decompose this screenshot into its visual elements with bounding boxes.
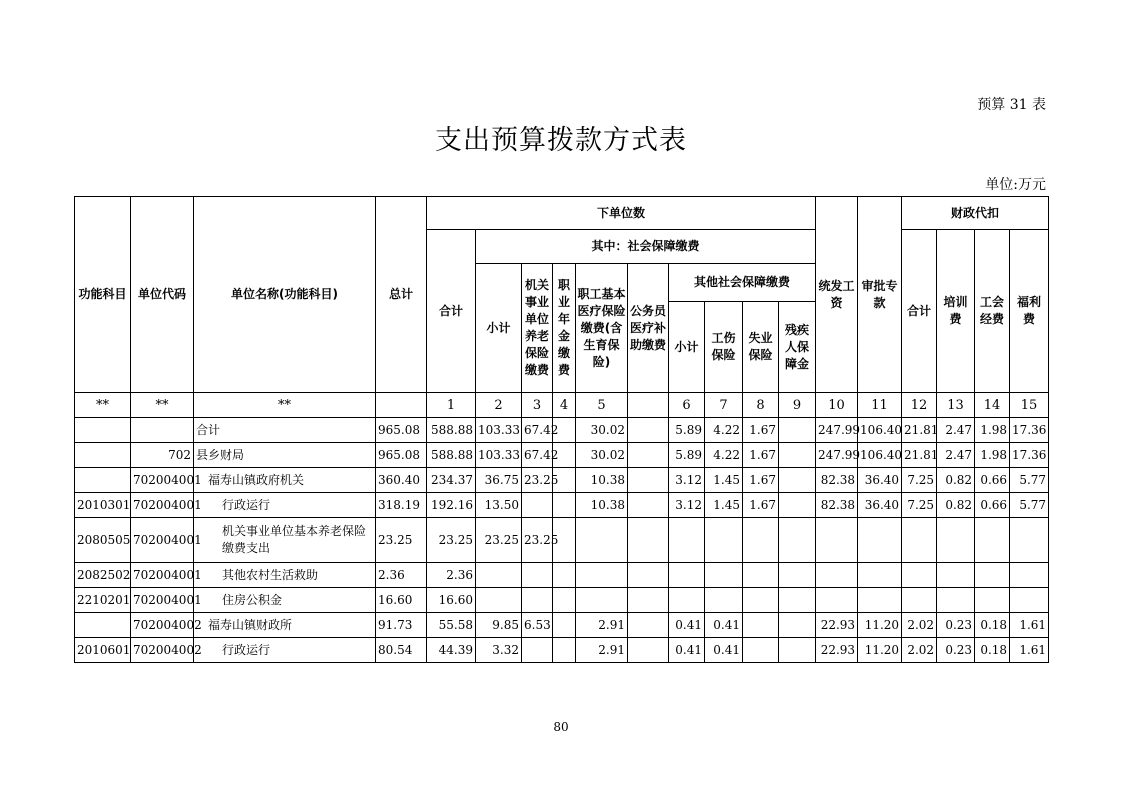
value-cell [779,443,816,468]
value-cell: 318.19 [376,493,427,518]
value-cell [576,563,628,588]
header-fiscal: 财政代扣 [902,197,1049,230]
func-code-cell: 2210201 [75,588,131,613]
value-cell: 36.40 [858,468,902,493]
value-cell [743,518,779,563]
value-cell [628,468,669,493]
value-cell: 0.18 [975,613,1010,638]
value-cell: 36.40 [858,493,902,518]
value-cell: 0.66 [975,493,1010,518]
value-cell: 13.50 [476,493,522,518]
index-cell [628,393,669,418]
value-cell: 2.47 [937,418,975,443]
unit-code-cell: 702004002 [131,613,194,638]
value-cell: 2.36 [376,563,427,588]
value-cell [858,588,902,613]
value-cell: 106.40 [858,443,902,468]
value-cell: 17.36 [1010,443,1049,468]
value-cell [553,613,576,638]
index-cell: 14 [975,393,1010,418]
value-cell: 2.91 [576,638,628,663]
value-cell [1010,588,1049,613]
unit-name-cell: 行政运行 [194,493,376,518]
table-row [75,588,1049,613]
value-cell: 11.20 [858,613,902,638]
value-cell [705,588,743,613]
value-cell: 965.08 [376,443,427,468]
index-cell: 1 [427,393,476,418]
value-cell: 17.36 [1010,418,1049,443]
header-func: 功能科目 [75,197,131,393]
value-cell: 1.61 [1010,613,1049,638]
value-cell [937,518,975,563]
unit-name-cell: 福寿山镇财政所 [194,613,376,638]
index-cell: 6 [669,393,705,418]
value-cell [743,563,779,588]
value-cell: 23.25 [476,518,522,563]
value-cell [743,638,779,663]
value-cell [628,638,669,663]
value-cell: 11.20 [858,638,902,663]
value-cell: 0.82 [937,493,975,518]
func-code-cell: 2082502 [75,563,131,588]
value-cell: 9.85 [476,613,522,638]
header-salary: 统发工资 [816,197,858,393]
value-cell [779,518,816,563]
value-cell: 5.77 [1010,493,1049,518]
value-cell [779,613,816,638]
func-code-cell [75,443,131,468]
unit-name-cell: 其他农村生活救助 [194,563,376,588]
form-number: 预算 31 表 [977,97,1046,113]
value-cell [975,518,1010,563]
value-cell [937,588,975,613]
index-cell: 2 [476,393,522,418]
value-cell [669,563,705,588]
unit-code-cell: 702004001 [131,468,194,493]
value-cell: 23.25 [427,518,476,563]
value-cell [553,563,576,588]
value-cell: 2.02 [902,613,937,638]
value-cell [779,588,816,613]
value-cell: 16.60 [376,588,427,613]
page-number: 80 [553,720,569,734]
value-cell [522,638,553,663]
header-total: 总计 [376,197,427,393]
func-code-cell [75,613,131,638]
value-cell [576,588,628,613]
header-name: 单位名称(功能科目) [194,197,376,393]
header-pension: 机关事业单位养老保险缴费 [522,264,553,393]
page-title: 支出预算拨款方式表 [435,125,687,156]
value-cell: 55.58 [427,613,476,638]
value-cell [975,563,1010,588]
value-cell: 588.88 [427,443,476,468]
value-cell [553,493,576,518]
value-cell [705,518,743,563]
value-cell [902,563,937,588]
unit-name-cell: 合计 [194,418,376,443]
value-cell: 10.38 [576,468,628,493]
value-cell: 0.41 [669,613,705,638]
value-cell: 1.67 [743,468,779,493]
value-cell: 2.36 [427,563,476,588]
value-cell: 2.02 [902,638,937,663]
value-cell [628,493,669,518]
index-row [75,393,1049,418]
table-row [75,613,1049,638]
unit-code-cell: 702004001 [131,588,194,613]
value-cell: 21.81 [902,418,937,443]
unit-name-cell: 机关事业单位基本养老保险缴费支出 [194,518,376,563]
value-cell: 3.12 [669,493,705,518]
value-cell [779,493,816,518]
value-cell [476,563,522,588]
value-cell: 91.73 [376,613,427,638]
value-cell: 30.02 [576,418,628,443]
value-cell: 1.45 [705,468,743,493]
index-cell: 8 [743,393,779,418]
header-welfare: 福利费 [1010,230,1049,393]
table-header [75,197,1049,418]
value-cell: 21.81 [902,443,937,468]
index-cell [376,393,427,418]
index-cell: 13 [937,393,975,418]
value-cell: 22.93 [816,638,858,663]
header-civil-med: 公务员医疗补助缴费 [628,264,669,393]
value-cell: 4.22 [705,418,743,443]
index-cell: 9 [779,393,816,418]
value-cell: 965.08 [376,418,427,443]
value-cell [628,588,669,613]
index-cell: 4 [553,393,576,418]
value-cell: 2.47 [937,443,975,468]
value-cell: 106.40 [858,418,902,443]
value-cell: 67.42 [522,418,553,443]
unit-label: 单位:万元 [985,177,1046,193]
value-cell [669,588,705,613]
index-cell: 5 [576,393,628,418]
index-cell: 7 [705,393,743,418]
value-cell: 23.25 [522,518,553,563]
value-cell: 3.12 [669,468,705,493]
value-cell [628,613,669,638]
value-cell: 5.89 [669,418,705,443]
header-lower: 下单位数 [427,197,816,230]
table-row [75,493,1049,518]
value-cell: 80.54 [376,638,427,663]
value-cell: 1.45 [705,493,743,518]
value-cell [553,638,576,663]
value-cell: 0.82 [937,468,975,493]
value-cell: 67.42 [522,443,553,468]
value-cell [705,563,743,588]
value-cell: 6.53 [522,613,553,638]
unit-name-cell: 县乡财局 [194,443,376,468]
value-cell: 23.25 [376,518,427,563]
value-cell: 234.37 [427,468,476,493]
index-cell: 11 [858,393,902,418]
value-cell [816,588,858,613]
index-cell: 12 [902,393,937,418]
value-cell [779,418,816,443]
value-cell [1010,518,1049,563]
value-cell: 22.93 [816,613,858,638]
value-cell [522,588,553,613]
index-cell: ** [75,393,131,418]
header-other-social: 其他社会保障缴费 [669,264,816,302]
unit-code-cell: 702 [131,443,194,468]
header-injury: 工伤保险 [705,302,743,393]
value-cell: 0.41 [705,613,743,638]
table-row [75,468,1049,493]
value-cell [779,638,816,663]
table-row [75,563,1049,588]
header-medical: 职工基本医疗保险缴费(含生育保险) [576,264,628,393]
value-cell: 16.60 [427,588,476,613]
value-cell [576,518,628,563]
value-cell [937,563,975,588]
func-code-cell: 2080505 [75,518,131,563]
index-cell: 10 [816,393,858,418]
header-fiscal-sum: 合计 [902,230,937,393]
unit-code-cell: 702004001 [131,563,194,588]
index-cell: ** [131,393,194,418]
func-code-cell: 2010301 [75,493,131,518]
value-cell [522,563,553,588]
value-cell [902,588,937,613]
value-cell: 0.18 [975,638,1010,663]
value-cell [743,613,779,638]
value-cell [858,563,902,588]
value-cell: 247.99 [816,418,858,443]
header-union: 工会经费 [975,230,1010,393]
value-cell [975,588,1010,613]
header-code: 单位代码 [131,197,194,393]
func-code-cell: 2010601 [75,638,131,663]
value-cell: 4.22 [705,443,743,468]
value-cell: 0.23 [937,613,975,638]
value-cell: 1.67 [743,418,779,443]
value-cell [628,518,669,563]
budget-table [74,196,1049,663]
value-cell [553,588,576,613]
header-disabled: 残疾人保障金 [779,302,816,393]
unit-code-cell: 702004001 [131,518,194,563]
value-cell [476,588,522,613]
func-code-cell [75,418,131,443]
table-row [75,518,1049,563]
value-cell [628,563,669,588]
unit-name-cell: 住房公积金 [194,588,376,613]
value-cell [743,588,779,613]
value-cell: 30.02 [576,443,628,468]
value-cell [628,418,669,443]
value-cell: 192.16 [427,493,476,518]
value-cell [628,443,669,468]
value-cell: 5.89 [669,443,705,468]
value-cell [522,493,553,518]
table-row [75,418,1049,443]
value-cell: 1.61 [1010,638,1049,663]
value-cell: 23.25 [522,468,553,493]
value-cell: 103.33 [476,443,522,468]
index-cell: ** [194,393,376,418]
value-cell: 7.25 [902,493,937,518]
value-cell: 0.23 [937,638,975,663]
header-training: 培训费 [937,230,975,393]
index-cell: 3 [522,393,553,418]
header-unemploy: 失业保险 [743,302,779,393]
value-cell [1010,563,1049,588]
index-cell: 15 [1010,393,1049,418]
value-cell: 82.38 [816,493,858,518]
table-row [75,638,1049,663]
table-body [75,418,1049,663]
func-code-cell [75,468,131,493]
value-cell: 0.41 [669,638,705,663]
value-cell [779,468,816,493]
value-cell: 360.40 [376,468,427,493]
value-cell: 0.41 [705,638,743,663]
value-cell: 5.77 [1010,468,1049,493]
table-row [75,443,1049,468]
value-cell: 247.99 [816,443,858,468]
header-social: 其中：社会保障缴费 [476,230,816,264]
value-cell: 1.98 [975,418,1010,443]
header-social-subtotal: 小计 [476,264,522,393]
value-cell: 0.66 [975,468,1010,493]
value-cell: 1.98 [975,443,1010,468]
unit-code-cell: 702004002 [131,638,194,663]
unit-name-cell: 福寿山镇政府机关 [194,468,376,493]
unit-code-cell [131,418,194,443]
value-cell [816,563,858,588]
header-special: 审批专款 [858,197,902,393]
value-cell: 3.32 [476,638,522,663]
header-annuity: 职业年金缴费 [553,264,576,393]
value-cell [902,518,937,563]
value-cell: 1.67 [743,443,779,468]
unit-code-cell: 702004001 [131,493,194,518]
unit-name-cell: 行政运行 [194,638,376,663]
value-cell: 36.75 [476,468,522,493]
header-other-subtotal: 小计 [669,302,705,393]
value-cell: 2.91 [576,613,628,638]
value-cell: 103.33 [476,418,522,443]
value-cell [779,563,816,588]
value-cell: 7.25 [902,468,937,493]
header-lower-sum: 合计 [427,230,476,393]
value-cell [669,518,705,563]
value-cell: 10.38 [576,493,628,518]
value-cell: 44.39 [427,638,476,663]
value-cell: 1.67 [743,493,779,518]
value-cell: 588.88 [427,418,476,443]
value-cell [816,518,858,563]
value-cell: 82.38 [816,468,858,493]
value-cell [858,518,902,563]
